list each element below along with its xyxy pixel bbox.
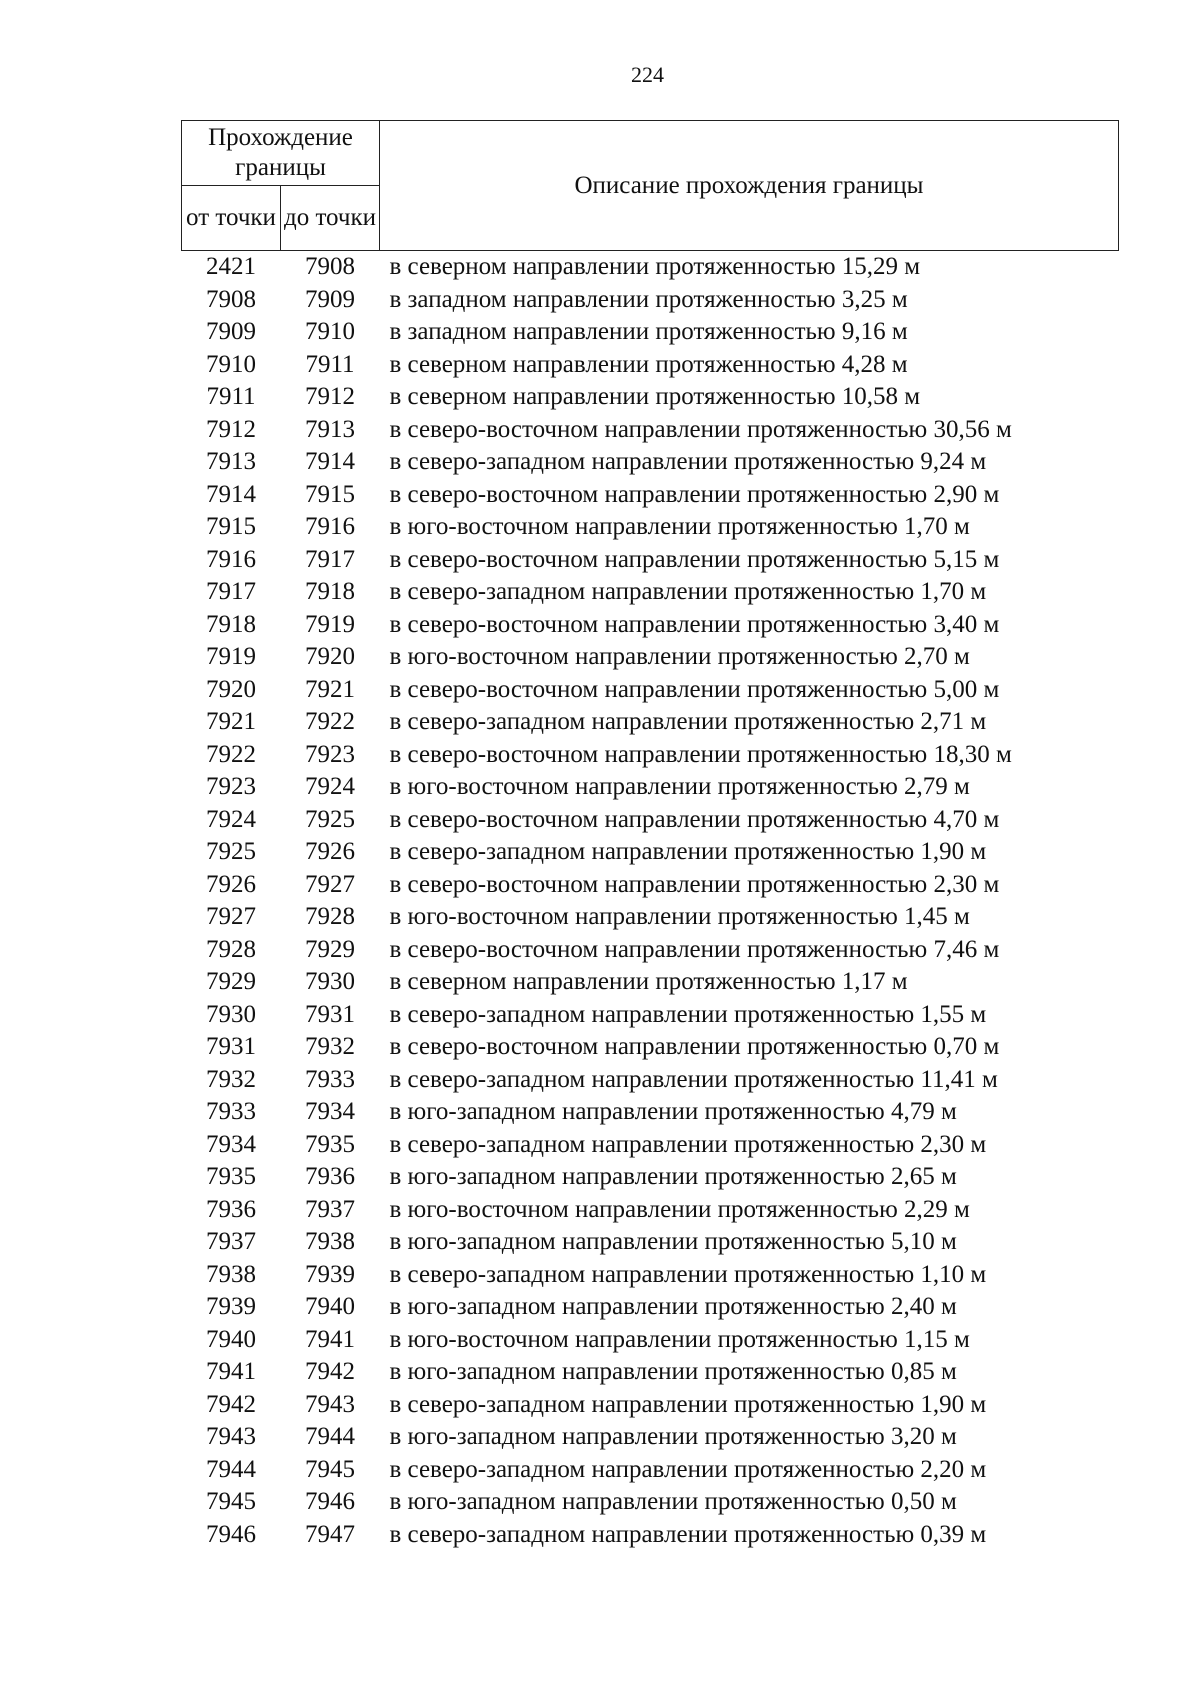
cell-from: 7917: [206, 578, 256, 605]
cell-to: 7915: [305, 480, 355, 508]
cell-description: в юго-восточном направлении протяженностью 1,45 м: [389, 903, 970, 930]
cell-description: в северном направлении протяженностью 15,29 м: [389, 253, 921, 280]
cell-description: в северо-восточном направлении протяженностью 7,46 м: [389, 935, 1000, 963]
cell-to: 7933: [305, 1065, 355, 1093]
cell-description: в северо-западном направлении протяженностью 1,90 м: [389, 1390, 987, 1418]
cell-description: в юго-западном направлении протяженностью 0,85 м: [389, 1358, 957, 1385]
cell-description: в юго-восточном направлении протяженностью 2,79 м: [389, 773, 970, 800]
cell-to: 7910: [305, 318, 355, 345]
cell-from: 7922: [206, 740, 256, 768]
table-row: [182, 1194, 1119, 1227]
cell-from: 7939: [206, 1293, 256, 1320]
table-row: [182, 316, 1119, 349]
cell-from: 7941: [206, 1358, 256, 1385]
cell-description: в юго-западном направлении протяженностью 5,10 м: [389, 1228, 957, 1255]
table-row: [182, 706, 1119, 739]
cell-description: в юго-западном направлении протяженностью 4,79 м: [389, 1098, 957, 1125]
cell-to: 7920: [305, 643, 355, 670]
table-row: [182, 1291, 1119, 1324]
cell-to: 7936: [305, 1163, 355, 1190]
cell-from: 7924: [206, 805, 256, 833]
table-row: [182, 1064, 1119, 1097]
cell-to: 7908: [305, 253, 355, 280]
table-row: [182, 1129, 1119, 1162]
cell-to: 7922: [305, 708, 355, 735]
table-row: [182, 901, 1119, 934]
table-row: [182, 446, 1119, 479]
cell-to: 7921: [305, 675, 355, 703]
cell-description: в юго-западном направлении протяженностью 2,65 м: [389, 1163, 957, 1190]
table-row: [182, 349, 1119, 382]
cell-description: в северо-восточном направлении протяженностью 30,56 м: [389, 415, 1012, 443]
table-row: [182, 771, 1119, 804]
header-to: до точки: [281, 186, 380, 251]
cell-from: 7925: [206, 838, 256, 865]
cell-description: в юго-восточном направлении протяженностью 2,29 м: [389, 1195, 970, 1223]
cell-to: 7912: [305, 383, 355, 410]
cell-from: 7944: [206, 1455, 256, 1483]
cell-description: в северо-западном направлении протяженностью 9,24 м: [389, 448, 987, 475]
cell-to: 7941: [305, 1325, 355, 1353]
cell-to: 7938: [305, 1228, 355, 1255]
table-row: [182, 641, 1119, 674]
cell-from: 7915: [206, 513, 256, 540]
cell-description: в северо-восточном направлении протяженностью 2,90 м: [389, 480, 1000, 508]
cell-description: в северо-западном направлении протяженностью 1,55 м: [389, 1000, 987, 1028]
cell-to: 7937: [305, 1195, 355, 1223]
cell-from: 7928: [206, 935, 256, 963]
cell-from: 7909: [206, 318, 256, 345]
table-row: [182, 1324, 1119, 1357]
cell-from: 7914: [206, 480, 256, 508]
cell-description: в западном направлении протяженностью 9,16 м: [389, 318, 908, 345]
cell-from: 7938: [206, 1260, 256, 1288]
cell-description: в северо-западном направлении протяженностью 1,70 м: [389, 578, 987, 605]
table-row: [182, 1259, 1119, 1292]
cell-from: 7920: [206, 675, 256, 703]
table-body: [182, 251, 1119, 1552]
cell-description: в северном направлении протяженностью 1,17 м: [389, 968, 908, 995]
table-row: [182, 1226, 1119, 1259]
table-row: [182, 284, 1119, 317]
cell-description: в юго-западном направлении протяженностью 3,20 м: [389, 1423, 957, 1450]
cell-from: 7911: [206, 383, 256, 410]
table-row: [182, 966, 1119, 999]
cell-from: 7931: [206, 1033, 256, 1060]
table-row: [182, 251, 1119, 284]
table-row: [182, 1486, 1119, 1519]
cell-to: 7919: [305, 610, 355, 638]
cell-from: 2421: [206, 253, 256, 280]
cell-from: 7912: [206, 415, 256, 443]
cell-description: в северо-восточном направлении протяженностью 18,30 м: [389, 740, 1012, 768]
cell-to: 7946: [305, 1488, 355, 1515]
cell-to: 7909: [305, 285, 355, 313]
cell-from: 7908: [206, 285, 256, 313]
table-row: [182, 999, 1119, 1032]
cell-to: 7930: [305, 968, 355, 995]
table-row: [182, 479, 1119, 512]
cell-from: 7936: [206, 1195, 256, 1223]
cell-from: 7932: [206, 1065, 256, 1093]
table-row: [182, 804, 1119, 837]
table-row: [182, 869, 1119, 902]
cell-description: в северо-западном направлении протяженностью 2,20 м: [389, 1455, 987, 1483]
cell-description: в северо-западном направлении протяженностью 1,90 м: [389, 838, 987, 865]
cell-to: 7924: [305, 773, 355, 800]
cell-from: 7916: [206, 545, 256, 573]
cell-from: 7940: [206, 1325, 256, 1353]
table-row: [182, 1161, 1119, 1194]
cell-to: 7928: [305, 903, 355, 930]
cell-from: 7918: [206, 610, 256, 638]
cell-description: в юго-западном направлении протяженностью 0,50 м: [389, 1488, 957, 1515]
cell-to: 7943: [305, 1390, 355, 1418]
cell-description: в северо-западном направлении протяженностью 2,30 м: [389, 1130, 987, 1158]
cell-description: в северо-западном направлении протяженностью 0,39 м: [389, 1520, 987, 1548]
cell-to: 7916: [305, 513, 355, 540]
cell-description: в северо-восточном направлении протяженностью 5,00 м: [389, 675, 1000, 703]
cell-to: 7942: [305, 1358, 355, 1385]
table-header: [182, 121, 1119, 251]
cell-from: 7910: [206, 350, 256, 378]
cell-description: в северном направлении протяженностью 10,58 м: [389, 383, 921, 410]
cell-description: в северо-восточном направлении протяженностью 4,70 м: [389, 805, 1000, 833]
cell-to: 7940: [305, 1293, 355, 1320]
cell-from: 7930: [206, 1000, 256, 1028]
table-row: [182, 544, 1119, 577]
cell-from: 7923: [206, 773, 256, 800]
cell-description: в северо-западном направлении протяженностью 2,71 м: [389, 708, 987, 735]
header-from: от точки: [182, 186, 281, 251]
cell-to: 7918: [305, 578, 355, 605]
table-row: [182, 1096, 1119, 1129]
table-row: [182, 381, 1119, 414]
cell-to: 7914: [305, 448, 355, 475]
table-row: [182, 576, 1119, 609]
table-row: [182, 934, 1119, 967]
cell-to: 7931: [305, 1000, 355, 1028]
cell-from: 7935: [206, 1163, 256, 1190]
cell-description: в юго-восточном направлении протяженностью 1,15 м: [389, 1325, 970, 1353]
header-group: Прохождение границы: [182, 121, 380, 186]
cell-to: 7926: [305, 838, 355, 865]
cell-from: 7929: [206, 968, 256, 995]
table-row: [182, 674, 1119, 707]
cell-description: в юго-восточном направлении протяженностью 2,70 м: [389, 643, 970, 670]
table-row: [182, 1031, 1119, 1064]
cell-description: в северном направлении протяженностью 4,28 м: [389, 350, 908, 378]
cell-to: 7923: [305, 740, 355, 768]
cell-from: 7913: [206, 448, 256, 475]
cell-from: 7921: [206, 708, 256, 735]
table-row: [182, 1519, 1119, 1552]
table-row: [182, 1389, 1119, 1422]
cell-from: 7943: [206, 1423, 256, 1450]
cell-to: 7911: [305, 350, 355, 378]
cell-from: 7945: [206, 1488, 256, 1515]
table-row: [182, 836, 1119, 869]
cell-from: 7937: [206, 1228, 256, 1255]
table-row: [182, 609, 1119, 642]
boundary-table: [181, 120, 1119, 1551]
cell-to: 7925: [305, 805, 355, 833]
page-number: 224: [631, 62, 664, 87]
cell-description: в северо-западном направлении протяженностью 11,41 м: [389, 1065, 998, 1093]
table-row: [182, 414, 1119, 447]
cell-description: в северо-восточном направлении протяженностью 5,15 м: [389, 545, 1000, 573]
cell-description: в северо-восточном направлении протяженностью 0,70 м: [389, 1033, 1000, 1060]
cell-to: 7939: [305, 1260, 355, 1288]
cell-description: в юго-восточном направлении протяженностью 1,70 м: [389, 513, 970, 540]
cell-description: в юго-западном направлении протяженностью 2,40 м: [389, 1293, 957, 1320]
table-row: [182, 1356, 1119, 1389]
cell-to: 7944: [305, 1423, 355, 1450]
cell-from: 7934: [206, 1130, 256, 1158]
cell-to: 7913: [305, 415, 355, 443]
cell-description: в западном направлении протяженностью 3,25 м: [389, 285, 908, 313]
cell-from: 7942: [206, 1390, 256, 1418]
cell-to: 7932: [305, 1033, 355, 1060]
cell-from: 7919: [206, 643, 256, 670]
cell-from: 7927: [206, 903, 256, 930]
cell-to: 7934: [305, 1098, 355, 1125]
cell-description: в северо-западном направлении протяженностью 1,10 м: [389, 1260, 987, 1288]
header-description: Описание прохождения границы: [380, 121, 1119, 251]
table-row: [182, 739, 1119, 772]
table-row: [182, 1421, 1119, 1454]
cell-to: 7917: [305, 545, 355, 573]
cell-from: 7926: [206, 870, 256, 898]
cell-from: 7933: [206, 1098, 256, 1125]
cell-description: в северо-восточном направлении протяженностью 3,40 м: [389, 610, 1000, 638]
table-row: [182, 511, 1119, 544]
cell-description: в северо-восточном направлении протяженностью 2,30 м: [389, 870, 1000, 898]
cell-to: 7935: [305, 1130, 355, 1158]
table-row: [182, 1454, 1119, 1487]
cell-to: 7929: [305, 935, 355, 963]
cell-to: 7945: [305, 1455, 355, 1483]
cell-from: 7946: [206, 1520, 256, 1548]
cell-to: 7927: [305, 870, 355, 898]
cell-to: 7947: [305, 1520, 355, 1548]
